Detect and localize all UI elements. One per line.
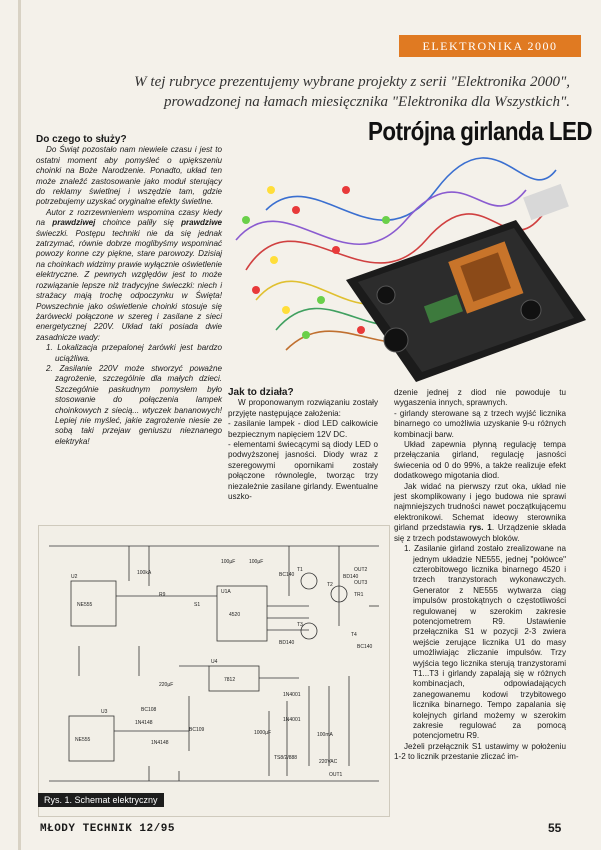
- bullet-item: - elementami świecącymi są diody LED o podwyższonej jasności. Diody wraz z szeregowymi opornikami zostały połączone równolegle, tworząc trzy niezależnie zasilane girlandy. Ewentualne uszko-: [228, 440, 378, 502]
- schematic-label: 100kA: [137, 570, 152, 576]
- schematic-label: 1N4001: [283, 692, 301, 698]
- schematic-label: 7812: [224, 677, 236, 683]
- schematic-label: BC140: [357, 644, 373, 650]
- schematic-label: BD140: [343, 574, 359, 580]
- led-garland-photo: [226, 150, 588, 385]
- paragraph: Układ zapewnia płynną regulację tempa przełączania girland, regulację jasności świecenia od 0 do 99%, a także realizuje efekt dodatkowego migotania diod.: [394, 440, 566, 481]
- magazine-footer: MŁODY TECHNIK 12/95: [40, 823, 175, 835]
- figure-caption: Rys. 1. Schemat elektryczny: [38, 793, 164, 807]
- paragraph: Jak widać na pierwszy rzut oka, układ nie jest skomplikowany i jego budowa nie sprawi najmniejszych trudności nawet początkującemu elektronikowi. Schemat ideowy sterownika girland przedstawia rys. 1. Urządzenie składa się z trzech podstawowych bloków.: [394, 481, 566, 543]
- schematic-label: S1: [194, 602, 201, 608]
- column-2: [228, 388, 378, 502]
- schematic-label: 1N4148: [151, 740, 169, 746]
- schematic-label: BC109: [189, 727, 205, 733]
- bullet-item: - girlandy sterowane są z trzech wyjść licznika binarnego co umożliwia uzyskanie 9-u różnych kombinacji barw.: [394, 408, 566, 439]
- schematic-label: U1A: [221, 589, 231, 595]
- intro-text: [70, 72, 570, 112]
- schematic-label: U4: [211, 659, 218, 665]
- schematic-label: 4520: [229, 612, 241, 618]
- schematic-label: 1N4148: [135, 720, 153, 726]
- section-header: ELEKTRONIKA 2000: [399, 35, 581, 57]
- heading-purpose: Do czego to służy?: [36, 134, 127, 145]
- paragraph: dzenie jednej z diod nie powoduje tu wygaszenia innych, sprawnych.: [394, 388, 566, 408]
- schematic-label: 1000µF: [254, 730, 272, 736]
- schematic-label: TS8/2/888: [274, 755, 298, 761]
- column-1: [36, 135, 222, 447]
- flaws-list: [36, 343, 222, 447]
- heading-how-it-works: Jak to działa?: [228, 387, 294, 398]
- schematic-label: BC140: [279, 572, 295, 578]
- schematic-label: 220µF: [159, 682, 174, 688]
- list-item: 2. Zasilanie 220V może stworzyć poważne zagrożenie, szczególnie dla małych dzieci. Szczególnie paskudnym pomysłem było stosowanie do połączenia lampek choinkowych z siecią... wtyczek bananowych! Lepiej nie myśleć, jakie zagrożenie niesie ze sobą taki przejaw geniuszu nieznanego elektryka!: [46, 363, 222, 446]
- article-title: Potrójna girlanda LED: [368, 116, 592, 146]
- list-item: 1. Zasilanie girland zostało zrealizowane na jednym układzie NE555, jednej "połówce" czterobitowego licznika binarnego 4520 i trzech tranzystorach wykonawczych. Generator z NE555 wytwarza ciąg impulsów prostokątnych o częstotliwości regulowanej w szerokim zakresie potencjometrem R9. Ustawienie przełącznika S1 w pozycji 2-3 zwiera wejście zerujące licznika U1 do masy umożliwiając zliczanie impulsów. Trzy wyjścia tego licznika sterują tranzystorami T1...T3 i girlandy zapalają się w różnych kombinacjach, odpowiadających zanegowanemu kodowi trzybitowego licznika binarnego. Tempo zapalania się kolejnych girland możemy w szerokim zakresie regulować za pomocą potencjometru R9.: [404, 544, 566, 741]
- schematic-label: T4: [351, 632, 357, 638]
- schematic-label: TR1: [354, 592, 364, 598]
- paragraph: Jeżeli przełącznik S1 ustawimy w położeniu 1-2 to licznik przestanie zliczać im-: [394, 741, 566, 762]
- blocks-list: [394, 544, 566, 742]
- schematic-label: 220VAC: [319, 759, 338, 765]
- schematic-label: NE555: [77, 602, 93, 608]
- page-number: 55: [548, 821, 562, 835]
- schematic-label: OUT1: [329, 772, 343, 778]
- schematic-label: BC108: [141, 707, 157, 713]
- paragraph-1: Do Świąt pozostało nam niewiele czasu i jest to ostatni moment aby pomyśleć o upiększeniu choinki na Boże Narodzenie. Ponadto, układ ten może znaleźć zastosowanie jako moduł sterujący do reklamy świetlnej i wszędzie tam, gdzie potrzebujemy uzyskać oryginalne efekty świetlne.: [36, 145, 222, 207]
- schematic-label: T3: [297, 622, 303, 628]
- schematic-label: OUT3: [354, 580, 368, 586]
- schematic-label: 1N4001: [283, 717, 301, 723]
- schematic-label: U2: [71, 574, 78, 580]
- column-3: [394, 388, 566, 763]
- schematic-label: 100µF: [249, 559, 264, 565]
- intro-line-1: W tej rubryce prezentujemy wybrane projekty z serii "Elektronika 2000",: [134, 74, 570, 90]
- intro-line-2: prowadzonej na łamach miesięcznika "Elektronika dla Wszystkich".: [164, 94, 570, 110]
- schematic-label: U3: [101, 709, 108, 715]
- schematic-label: T2: [327, 582, 333, 588]
- circuit-schematic: [38, 525, 390, 817]
- schematic-label: 100mA: [317, 732, 333, 738]
- bullet-item: - zasilanie lampek - diod LED całkowicie bezpiecznym napięciem 12V DC.: [228, 419, 378, 439]
- schematic-label: OUT2: [354, 567, 368, 573]
- schematic-label: NE555: [75, 737, 91, 743]
- list-item: 1. Lokalizacja przepalonej żarówki jest bardzo uciążliwa.: [46, 343, 222, 363]
- schematic-label: 100µF: [221, 559, 236, 565]
- paragraph-2: Autor z rozrzewnieniem wspomina czasy kiedy na prawdziwej choince paliły się prawdziwe świeczki. Postępu techniki nie da się jednak zatrzymać, równie dobrze moglibyśmy wspominać powozy konne czy piękne, stare parowozy. Dzisiaj na choinkach widzimy prawie wyłącznie oświetlenie elektryczne. Z pewnych względów jest to może rozwiązanie lepsze niż tradycyjne świeczki: niech i strażacy mają trochę odpoczynku w Święta! Powszechnie jako oświetlenie choinki stosuje się żarówecki połączone w szereg i zasilane z sieci energetycznej 220V. Układ taki posiada dwie zasadnicze wady:: [36, 207, 222, 342]
- paragraph: W proponowanym rozwiązaniu zostały przyjęte następujące założenia:: [228, 398, 378, 418]
- binding-edge: [18, 0, 21, 850]
- schematic-label: T1: [297, 567, 303, 573]
- schematic-label: BD140: [279, 640, 295, 646]
- schematic-label: R9: [159, 592, 166, 598]
